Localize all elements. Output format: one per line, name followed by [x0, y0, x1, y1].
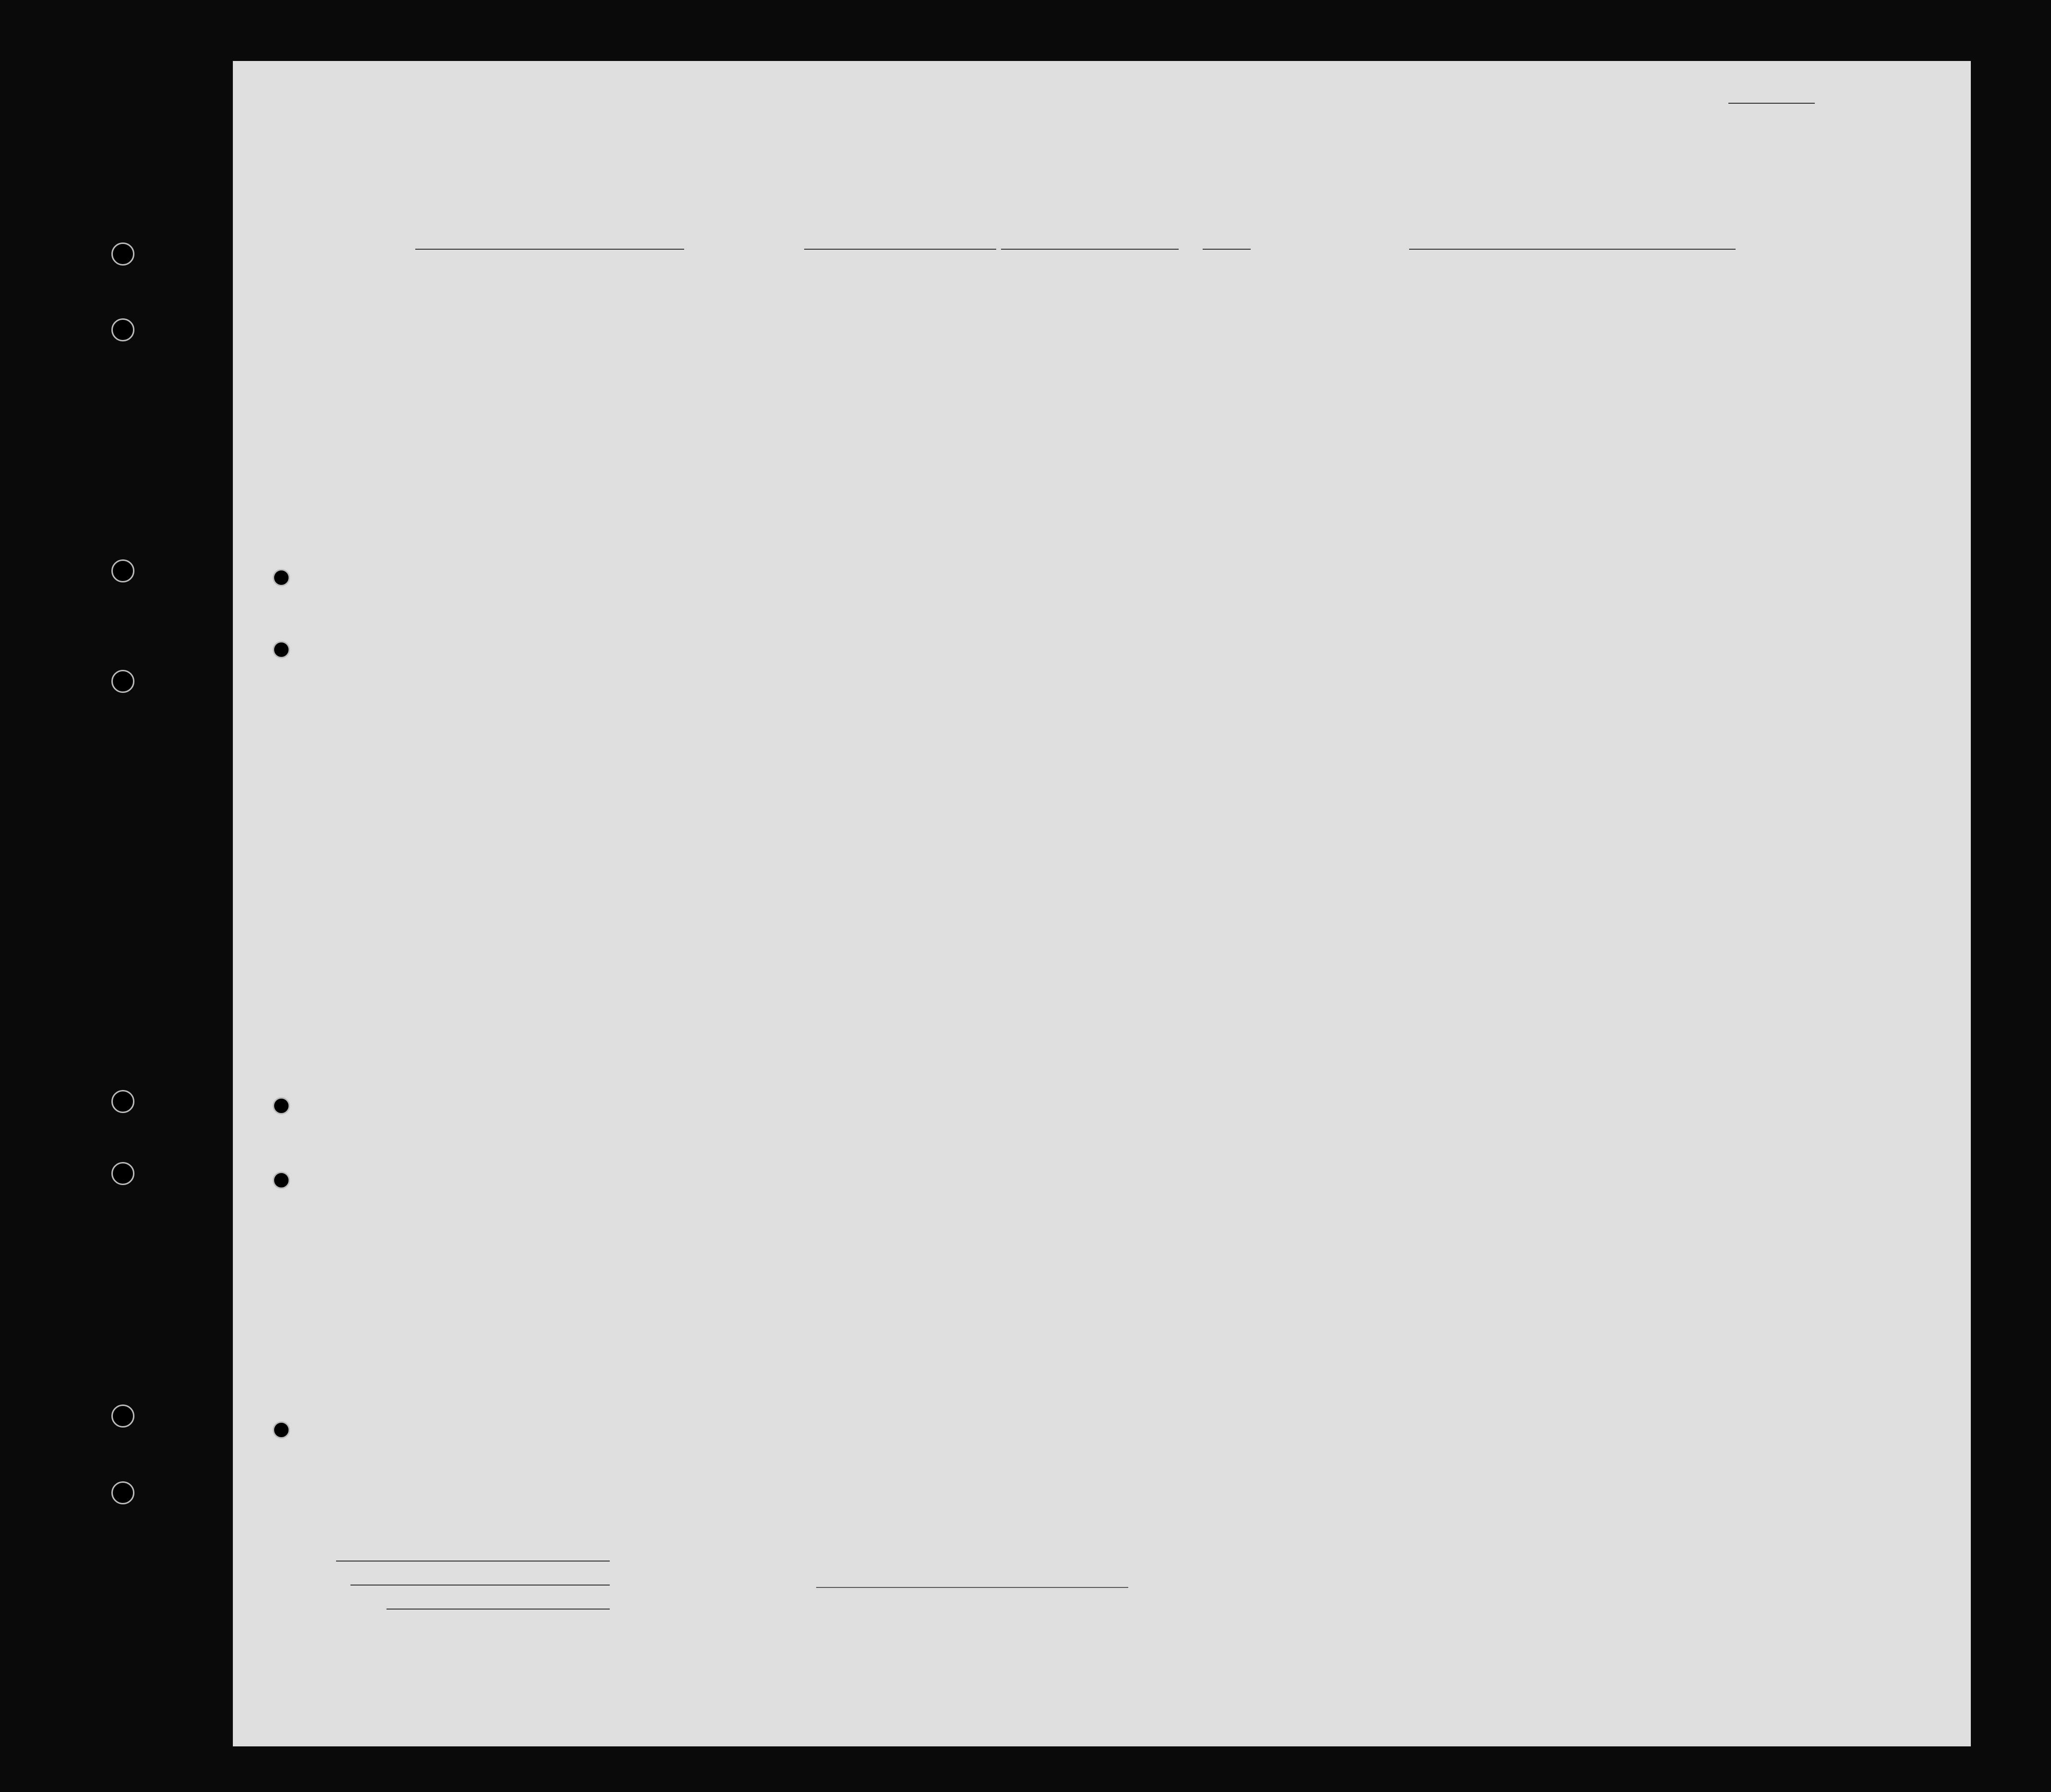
footer-line-underline	[336, 1561, 610, 1562]
footer-agents-underline	[386, 1609, 610, 1610]
signature-underline	[816, 1587, 1128, 1588]
footer-owners-underline	[350, 1585, 610, 1586]
